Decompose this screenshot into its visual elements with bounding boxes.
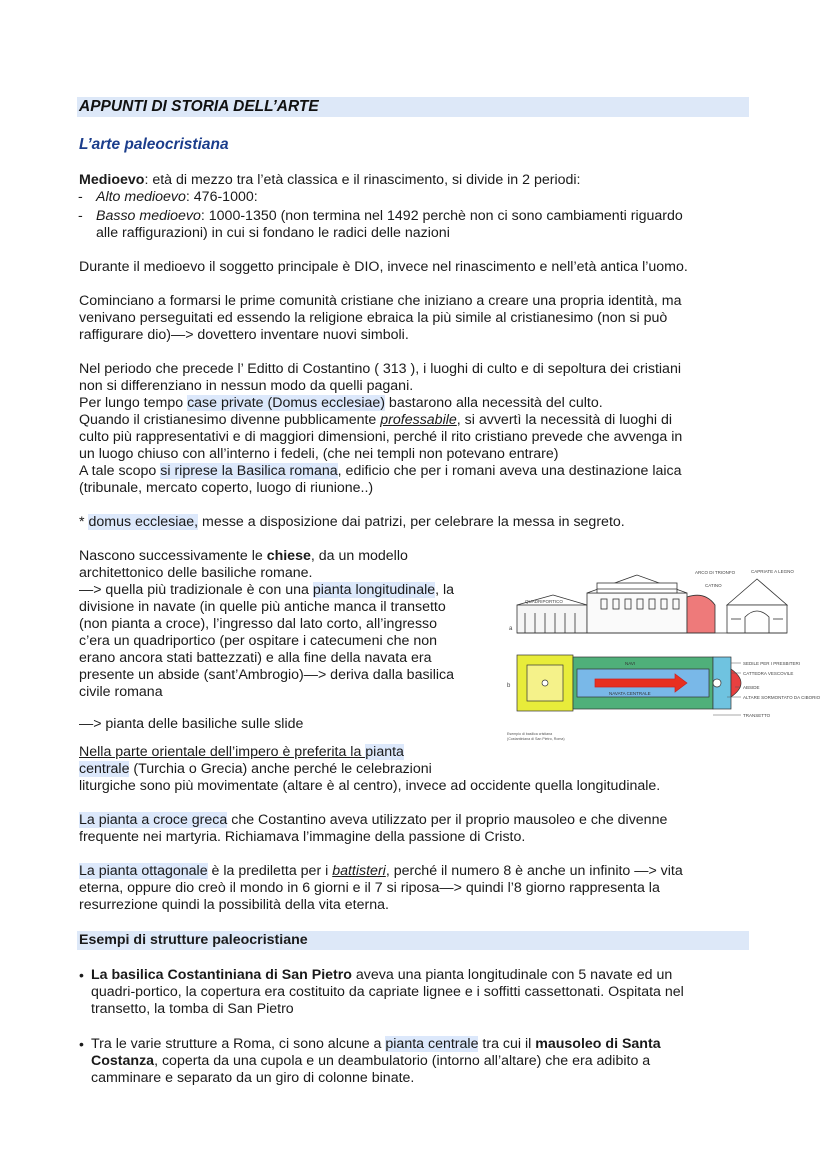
figure-letter-a: a xyxy=(509,626,513,632)
paragraph-line: un luogo chiuso con all’interno i fedeli, (che nei templi non potevano entrare) xyxy=(79,446,559,462)
section-heading: Esempi di strutture paleocristiane xyxy=(79,932,308,948)
paragraph-line: eterna, oppure dio creò il mondo in 6 giorni e il 7 si riposa—> quindi l’8 giorno rappresenta la xyxy=(79,880,660,896)
paragraph-line: erano ancora stati battezzati) e alla fine della navata era xyxy=(79,650,432,666)
bullet-line: camminare e separato da un giro di colonne binate. xyxy=(91,1070,415,1086)
paragraph-line: civile romana xyxy=(79,684,163,700)
paragraph-line: culto più rappresentativi e di maggiori dimensioni, perché il rito cristiano prevede che avvenga in xyxy=(79,429,683,445)
bullet-line: La basilica Costantiniana di San Pietro aveva una pianta longitudinale con 5 navate ed un xyxy=(91,967,673,983)
paragraph-line: Cominciano a formarsi le prime comunità cristiane che iniziano a creare una propria identità, ma xyxy=(79,293,682,309)
paragraph-line: centrale (Turchia o Grecia) anche perché le celebrazioni xyxy=(79,761,432,777)
basilica-figure xyxy=(505,565,821,745)
label-cattedra: CATTEDRA VESCOVILE xyxy=(743,671,794,676)
paragraph-line: raffigurare dio)—> dovettero inventare nuovi simboli. xyxy=(79,327,409,343)
label-navi: NAVI xyxy=(625,661,636,666)
paragraph-line: (tribunale, mercato coperto, luogo di riunione..) xyxy=(79,480,374,496)
paragraph-line: architettonico delle basiliche romane. xyxy=(79,565,313,581)
paragraph-line: A tale scopo si riprese la Basilica romana, edificio che per i romani aveva una destinazione laica xyxy=(79,463,682,479)
paragraph-line: —> pianta delle basiliche sulle slide xyxy=(79,716,304,732)
label-altare: ALTARE SORMONTATO DA CIBORIO xyxy=(743,695,821,700)
paragraph-line: (non pianta a croce), l’ingresso dal lato corto, all’ingresso xyxy=(79,616,438,632)
paragraph-line: divisione in navate (in quelle più antiche manca il transetto xyxy=(79,599,446,615)
paragraph-line: Quando il cristianesimo divenne pubblicamente professabile, si avvertì la necessità di luoghi di xyxy=(79,412,673,428)
paragraph-medioevo: Medioevo: età di mezzo tra l’età classica e il rinascimento, si divide in 2 periodi: xyxy=(79,172,581,188)
label-capriate: CAPRIATE A LEGNO xyxy=(751,569,794,574)
paragraph-line: c’era un quadriportico (per ospitare i catecumeni che non xyxy=(79,633,438,649)
paragraph-line: La pianta ottagonale è la prediletta per i battisteri, perché il numero 8 è anche un infinito —> vita xyxy=(79,863,683,879)
paragraph-line: non si differenziano in nessun modo da quelli pagani. xyxy=(79,378,414,394)
label-catino: CATINO xyxy=(705,583,722,588)
bullet-line: transetto, la tomba di San Pietro xyxy=(91,1001,294,1017)
bullet-dot: • xyxy=(79,1036,84,1052)
label-navata-centrale: NAVATA CENTRALE xyxy=(609,691,651,696)
dash-bullet: - xyxy=(78,208,83,224)
figure-caption: Esempio di basilica cristiana xyxy=(507,732,553,736)
paragraph-line: presente un abside (sant’Ambrogio)—> deriva dalla basilica xyxy=(79,667,454,683)
paragraph-line: liturgiche sono più movimentate (altare è al centro), invece ad occidente quella longitudinale. xyxy=(79,778,661,794)
paragraph-line: resurrezione quindi la possibilità della vita eterna. xyxy=(79,897,389,913)
dash-bullet: - xyxy=(78,189,83,205)
figure-caption-2: (Costantiniana di San Pietro, Roma) xyxy=(507,737,565,741)
label-sedile: SEDILE PER I PRESBITERI xyxy=(743,661,801,666)
footnote-domus: * domus ecclesiae, messe a disposizione dai patrizi, per celebrare la messa in segreto. xyxy=(79,514,625,530)
paragraph-line: Nascono successivamente le chiese, da un modello xyxy=(79,548,408,564)
document-title: APPUNTI DI STORIA DELL’ARTE xyxy=(79,98,319,115)
label-quadriportico: QUADRIPORTICO xyxy=(525,599,563,604)
bullet-line: Costanza, coperta da una cupola e un deambulatorio (intorno all’altare) che era adibito a xyxy=(91,1053,651,1069)
paragraph-line: Nel periodo che precede l’ Editto di Costantino ( 313 ), i luoghi di culto e di sepoltura dei cristiani xyxy=(79,361,681,377)
list-item: Alto medioevo: 476-1000: xyxy=(96,189,258,205)
list-item: Basso medioevo: 1000-1350 (non termina nel 1492 perchè non ci sono cambiamenti riguardo xyxy=(96,208,683,224)
paragraph-line: Per lungo tempo case private (Domus ecclesiae) bastarono alla necessità del culto. xyxy=(79,395,603,411)
bullet-line: quadri-portico, la copertura era costituito da capriate lignee e i soffitti cassettonati. Ospitata nel xyxy=(91,984,684,1000)
paragraph-line: —> quella più tradizionale è con una pianta longitudinale, la xyxy=(79,582,455,598)
basilica-section-drawing xyxy=(517,575,787,633)
label-abside: ABSIDE xyxy=(743,685,760,690)
paragraph-line: venivano perseguitati ed essendo la religione ebraica la più simile al cristianesimo (non si può xyxy=(79,310,668,326)
label-arco-trionfo: ARCO DI TRIONFO xyxy=(695,570,736,575)
figure-letter-b: b xyxy=(507,683,511,689)
list-item-continued: alle raffigurazioni) in cui si fondano le radici delle nazioni xyxy=(96,225,450,241)
paragraph-line: frequente nei martyria. Richiamava l’immagine della passione di Cristo. xyxy=(79,829,526,845)
paragraph-line: Nella parte orientale dell’impero è preferita la pianta xyxy=(79,744,404,760)
label-transetto: TRANSETTO xyxy=(743,713,771,718)
bullet-line: Tra le varie strutture a Roma, ci sono alcune a pianta centrale tra cui il mausoleo di Santa xyxy=(91,1036,661,1052)
paragraph-line: La pianta a croce greca che Costantino aveva utilizzato per il proprio mausoleo e che divenne xyxy=(79,812,668,828)
paragraph-dio: Durante il medioevo il soggetto principale è DIO, invece nel rinascimento e nell’età antica l’uomo. xyxy=(79,259,688,275)
bullet-dot: • xyxy=(79,967,84,983)
section-title: L’arte paleocristiana xyxy=(79,136,229,153)
